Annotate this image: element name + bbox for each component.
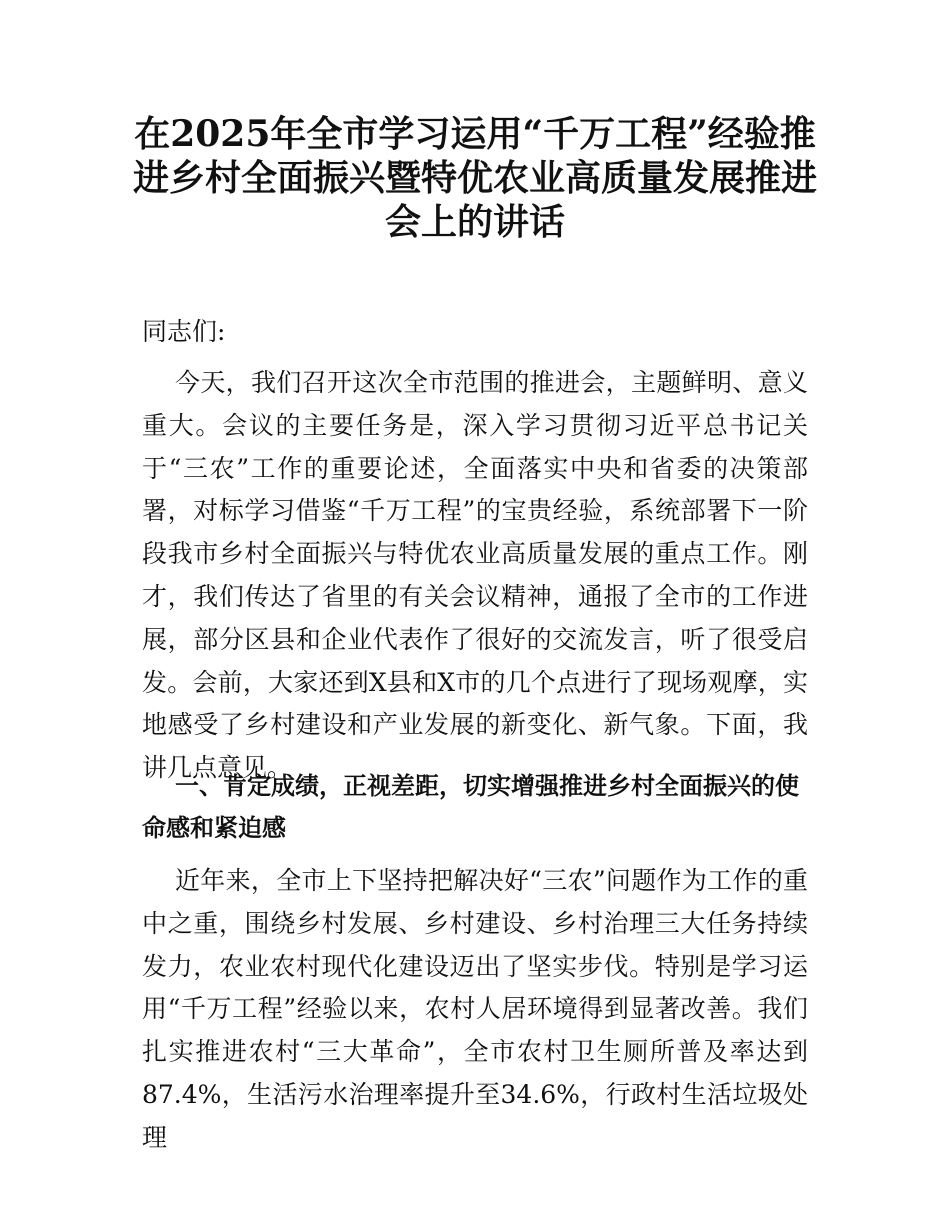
section-paragraph: 近年来，全市上下坚持把解决好“三农”问题作为工作的重中之重，围绕乡村发展、乡村建设、乡村治理三大任务持续发力，农业农村现代化建设迈出了坚实步伐。特别是学习运用“千万工程”经验以来，农村人居环境得到显著改善。我们扎实推进农村“三大革命”，全市农村卫生厕所普及率达到87.4%，生活污水治理率提升至34.6%，行政村生活垃圾处理 (142, 866, 808, 1152)
opening-paragraph: 今天，我们召开这次全市范围的推进会，主题鲜明、意义重大。会议的主要任务是，深入学习贯彻习近平总书记关于“三农”工作的重要论述，全面落实中央和省委的决策部署，对标学习借鉴“千万工程”的宝贵经验，系统部署下一阶段我市乡村全面振兴与特优农业高质量发展的重点工作。刚才，我们传达了省里的有关会议精神，通报了全市的工作进展，部分区县和企业代表作了很好的交流发言，听了很受启发。会前，大家还到X县和X市的几个点进行了现场观摩，实地感受了乡村建设和产业发展的新变化、新气象。下面，我讲几点意见。 (142, 368, 808, 783)
section-heading: 一、肯定成绩，正视差距，切实增强推进乡村全面振兴的使命感和紧迫感 (142, 772, 799, 842)
salutation: 同志们: (142, 317, 226, 346)
document-title: 在2025年全市学习运用“千万工程”经验推进乡村全面振兴暨特优农业高质量发展推进会上的讲话 (132, 113, 817, 243)
